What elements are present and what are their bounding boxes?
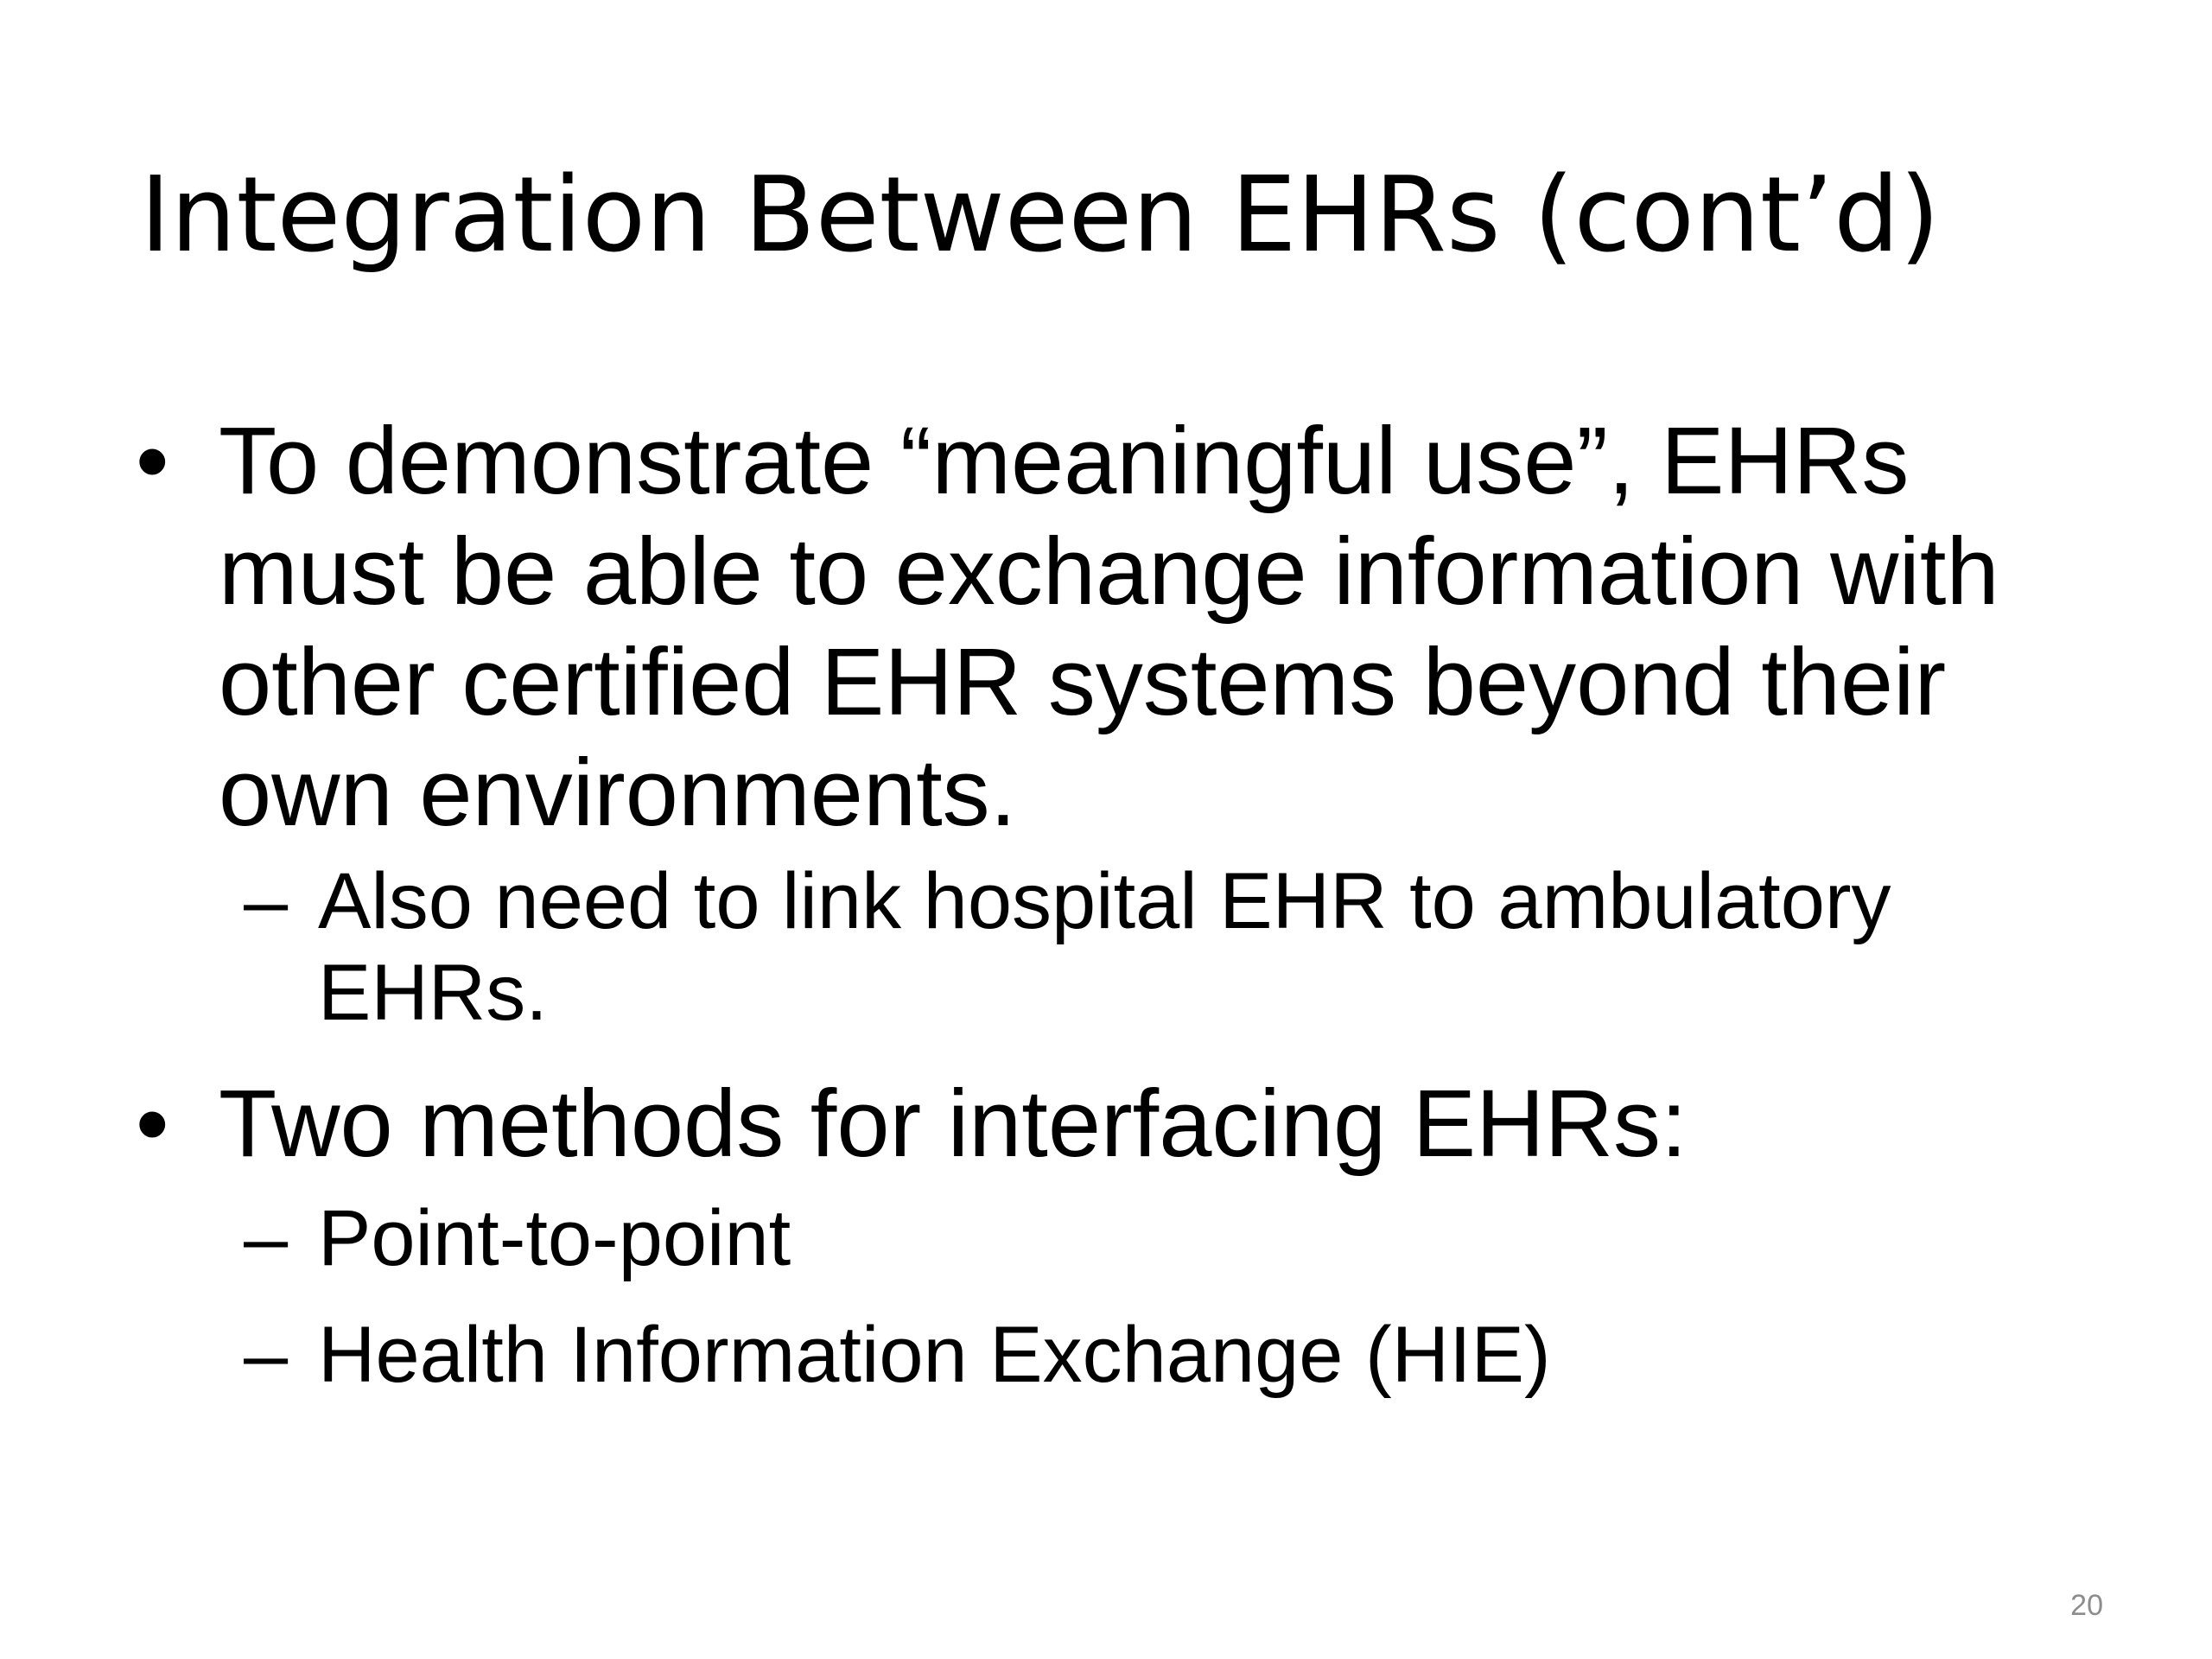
bullet-text: Two methods for interfacing EHRs: — [219, 1071, 1688, 1177]
slide-title: Integration Between EHRs (cont’d) — [140, 156, 1941, 276]
bullet-text: To demonstrate “meaningful use”, EHRs must be able to exchange information with other certified EHR systems beyond their own environments. — [219, 408, 1999, 846]
sub-bullet-item — [244, 855, 2133, 1039]
sub-bullet-marker: – — [244, 857, 289, 945]
sub-bullet-marker: – — [244, 1311, 289, 1399]
sub-bullet-item — [244, 1192, 2133, 1284]
bullet-item — [136, 406, 2120, 849]
sub-bullet-text: Also need to link hospital EHR to ambulatory EHRs. — [318, 857, 1891, 1037]
sub-bullet-text: Health Information Exchange (HIE) — [318, 1311, 1551, 1399]
bullet-marker: • — [136, 1071, 169, 1177]
sub-bullet-item — [244, 1309, 2133, 1401]
bullet-marker: • — [136, 408, 169, 514]
sub-bullet-marker: – — [244, 1194, 289, 1282]
sub-bullet-text: Point-to-point — [318, 1194, 791, 1282]
slide-number: 20 — [2070, 1589, 2103, 1622]
bullet-item — [136, 1069, 2120, 1179]
